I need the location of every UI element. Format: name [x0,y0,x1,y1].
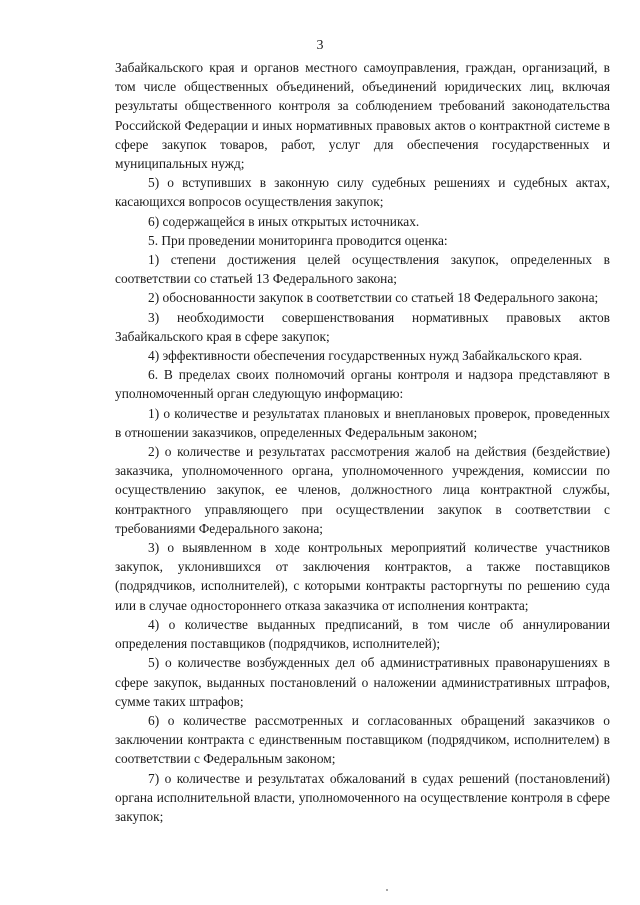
page-number: 3 [316,38,324,53]
body-text [115,58,610,826]
paragraph: 2) о количестве и результатах рассмотрения жалоб на действия (бездействие) заказчика, уполномоченного органа, уполномоченного учреждения, комиссии по осуществлению закупок, ее членов, должностного лица контрактной службы, контрактного управляющего при осуществлении закупок в соответствии с требованиями Федерального закона; [115,444,610,536]
paragraph: 5. При проведении мониторинга проводится оценка: [148,232,448,248]
paragraph: 5) о вступивших в законную силу судебных решениях и судебных актах, касающихся вопросов осуществления закупок; [115,175,610,210]
paragraph: Забайкальского края и органов местного самоуправления, граждан, организаций, в том числе общественных объединений, объединений юридических лиц, включая результаты общественного контроля за соблюдением требований законодательства Российской Федерации и иных нормативных правовых актов о контрактной системе в сфере закупок товаров, работ, услуг для обеспечения государственных и муниципальных нужд; [115,60,610,172]
paragraph: 4) о количестве выданных предписаний, в том числе об аннулировании определения поставщиков (подрядчиков, исполнителей); [115,616,610,652]
paragraph: 6. В пределах своих полномочий органы контроля и надзора представляют в уполномоченный орган следующую информацию: [115,367,610,402]
paragraph: 6) содержащейся в иных открытых источниках. [148,213,420,229]
scan-speck [386,889,388,891]
paragraph: 2) обоснованности закупок в соответствии со статьей 18 Федерального закона; [148,290,599,306]
paragraph: 1) о количестве и результатах плановых и внеплановых проверок, проведенных в отношении заказчиков, определенных Федеральным законом; [115,405,610,440]
paragraph: 1) степени достижения целей осуществления закупок, определенных в соответствии со статьей 13 Федерального закона; [115,252,610,287]
paragraph: 3) необходимости совершенствования нормативных правовых актов Забайкальского края в сфере закупок; [115,309,610,344]
paragraph: 6) о количестве рассмотренных и согласованных обращений заказчиков о заключении контракта с единственным поставщиком (подрядчиком, исполнителем) в соответствии с Федеральным законом; [115,712,610,767]
paragraph: 5) о количестве возбужденных дел об административных правонарушениях в сфере закупок, выданных постановлений о наложении административных штрафов, сумме таких штрафов; [115,655,610,709]
paragraph: 3) о выявленном в ходе контрольных мероприятий количестве участников закупок, уклонившихся от заключения контрактов, а также поставщиков (подрядчиков, исполнителей), с которыми контракты расторгнуты по решению суда или в случае одностороннего отказа заказчика от исполнения контракта; [115,540,610,613]
paragraph: 7) о количестве и результатах обжалований в судах решений (постановлений) органа исполнительной власти, уполномоченного на осуществление контроля в сфере закупок; [115,770,610,824]
paragraph: 4) эффективности обеспечения государственных нужд Забайкальского края. [148,348,583,364]
